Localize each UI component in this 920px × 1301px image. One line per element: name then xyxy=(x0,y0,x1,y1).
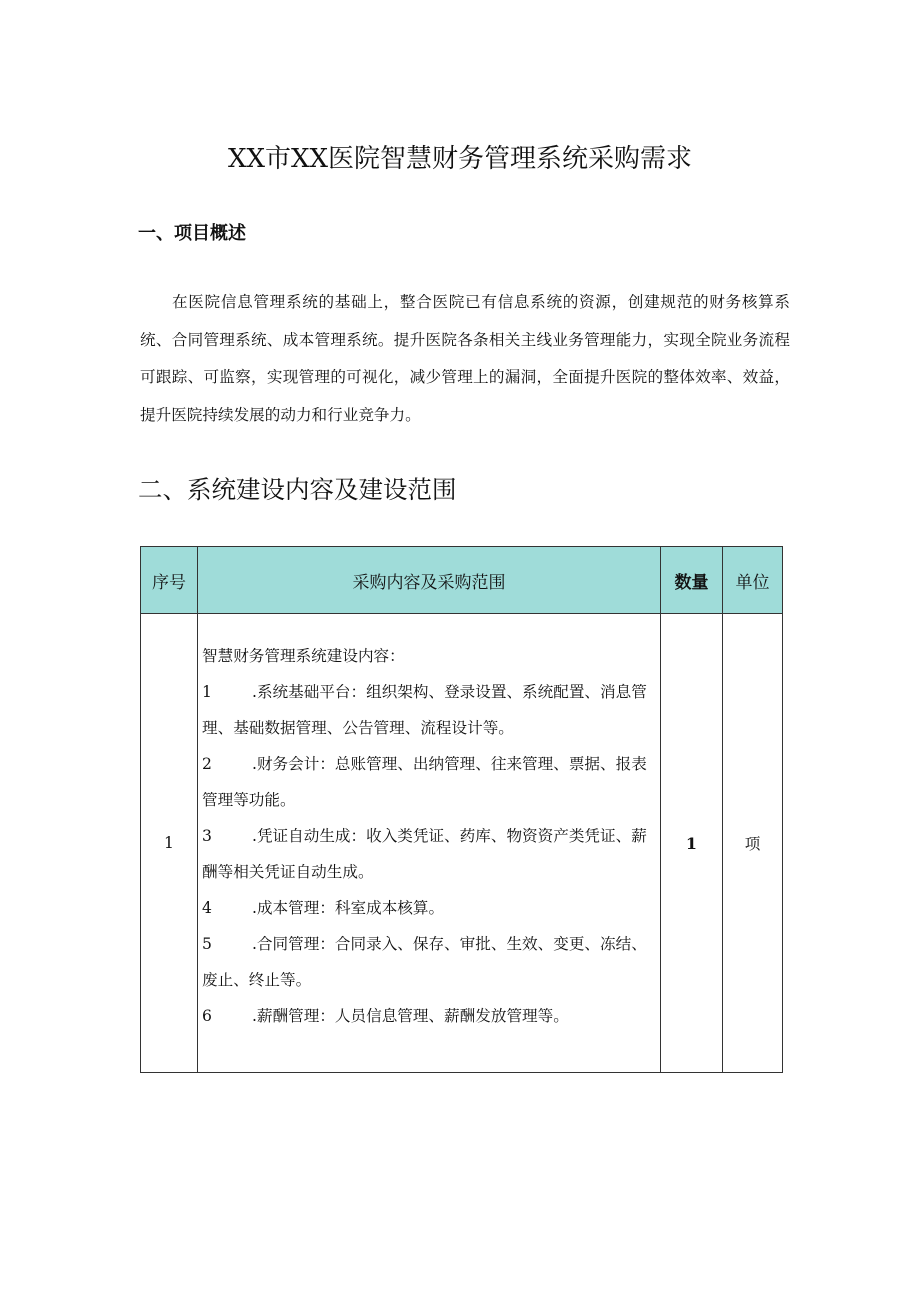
item-text: .凭证自动生成：收入类凭证、药库、物资资产类凭证、薪酬等相关凭证自动生成。 xyxy=(202,827,647,881)
overview-paragraph: 在医院信息管理系统的基础上，整合医院已有信息系统的资源，创建规范的财务核算系统、合同管理系统、成本管理系统。提升医院各条相关主线业务管理能力，实现全院业务流程可跟踪、可监察，实现管理的可视化，减少管理上的漏洞，全面提升医院的整体效率、效益，提升医院持续发展的动力和行业竞争力。 xyxy=(140,293,790,424)
cell-content xyxy=(198,614,661,1073)
item-text: .成本管理：科室成本核算。 xyxy=(252,899,445,917)
cell-unit: 项 xyxy=(723,614,783,1073)
item-number: 5 xyxy=(202,935,212,953)
item-number: 2 xyxy=(202,755,212,773)
content-lead: 智慧财务管理系统建设内容： xyxy=(202,647,405,665)
item-text: .系统基础平台：组织架构、登录设置、系统配置、消息管理、基础数据管理、公告管理、流程设计等。 xyxy=(202,683,647,737)
item-text: .财务会计：总账管理、出纳管理、往来管理、票据、报表管理等功能。 xyxy=(202,755,647,809)
list-item xyxy=(202,998,656,1034)
list-item xyxy=(202,926,656,998)
item-number: 6 xyxy=(202,1007,212,1025)
list-item xyxy=(202,818,656,890)
cell-qty: 1 xyxy=(661,614,723,1073)
cell-seq: 1 xyxy=(141,614,198,1073)
section-heading-scope: 二、系统建设内容及建设范围 xyxy=(138,475,457,504)
list-item xyxy=(202,674,656,746)
list-item xyxy=(202,890,656,926)
requirements-table xyxy=(140,546,783,1073)
header-content: 采购内容及采购范围 xyxy=(198,547,661,614)
item-number: 1 xyxy=(202,683,212,701)
item-number: 4 xyxy=(202,899,212,917)
list-item xyxy=(202,746,656,818)
table-header-row xyxy=(141,547,783,614)
item-text: .薪酬管理：人员信息管理、薪酬发放管理等。 xyxy=(252,1007,569,1025)
header-qty: 数量 xyxy=(661,547,723,614)
item-number: 3 xyxy=(202,827,212,845)
header-seq: 序号 xyxy=(141,547,198,614)
item-text: .合同管理：合同录入、保存、审批、生效、变更、冻结、废止、终止等。 xyxy=(202,935,647,989)
section-heading-overview: 一、项目概述 xyxy=(138,223,246,244)
header-unit: 单位 xyxy=(723,547,783,614)
page-title: XX市XX医院智慧财务管理系统采购需求 xyxy=(227,144,693,174)
table-row xyxy=(141,614,783,1073)
